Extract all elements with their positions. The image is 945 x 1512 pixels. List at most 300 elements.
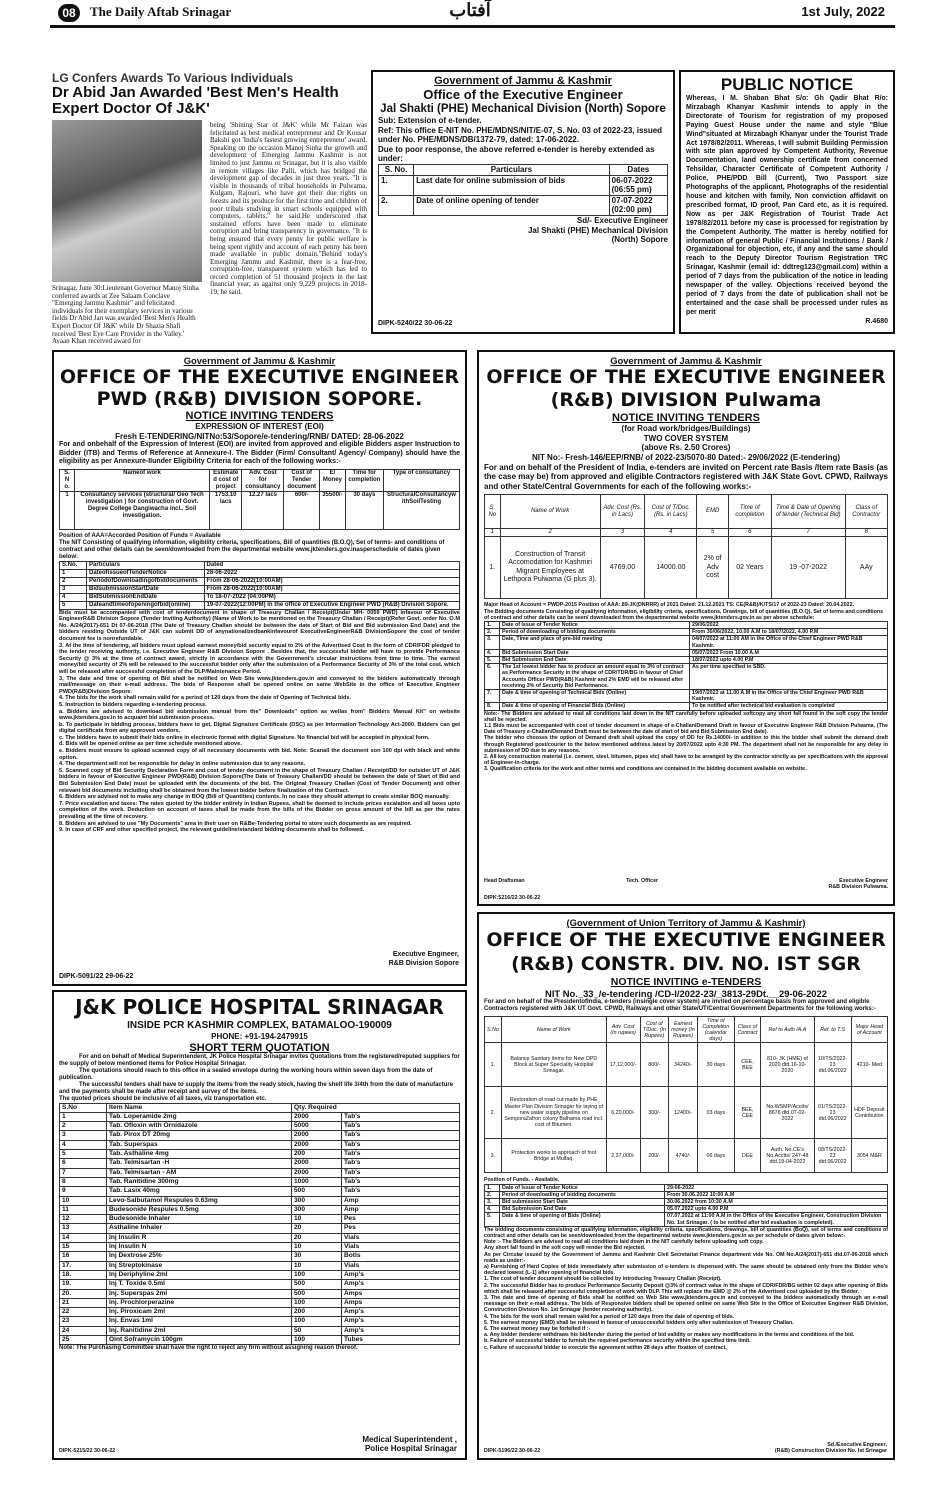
pulwama-gov: Government of Jammu & Kashmir	[610, 355, 762, 366]
cell: Bid Submission End Date	[500, 656, 690, 663]
cell: DEE	[734, 1139, 761, 1173]
police-items-table	[59, 1103, 460, 1346]
cell: 04/07/2022 at 11:00 AM in the Office of the Chief Engineer PWD R&B Kashmir.	[690, 636, 888, 649]
cell: StructuralConsultancyw ithSoilTesting	[383, 491, 459, 529]
cell: 3.	[485, 636, 500, 649]
sign-line: (R&B) Construction Division No. Ist Srinagar	[774, 1447, 887, 1454]
cell: 100	[292, 1336, 342, 1345]
sopore-gov: Government of Jammu & Kashmir	[183, 355, 336, 366]
clause: 5. Instruction to bidders regarding e-tendering process.	[59, 701, 207, 708]
th: Ref to Auth /A.A	[761, 1017, 814, 1043]
cell: 2000	[292, 1140, 342, 1149]
police-title: J&K POLICE HOSPITAL SRINAGAR	[75, 995, 444, 1019]
sgr-sign	[775, 1442, 887, 1454]
cell: Dateandtimeofopeningofbid(online)	[87, 601, 205, 609]
phe-sign-2: Jal Shakti (PHE) Mechanical Division	[527, 225, 668, 235]
cell: 08/TS/2022-23 dtd.06/2022	[814, 1139, 851, 1173]
cell: 500	[292, 1289, 342, 1298]
cell-line: (06:55 pm)	[611, 185, 652, 195]
cell: 4740/-	[669, 1139, 698, 1173]
cell: 7.	[485, 690, 500, 703]
cell: 10	[292, 1215, 342, 1224]
page-header	[0, 0, 945, 26]
cell: 2000	[292, 1131, 342, 1140]
cell: 15	[60, 1243, 107, 1252]
cell: 5	[60, 1150, 107, 1159]
cell: 2	[60, 577, 87, 585]
cell: 200	[292, 1150, 342, 1159]
cell: Tab. Pirox DT 20mg	[107, 1131, 292, 1140]
cell: 2	[60, 1122, 107, 1131]
clause: 5. Scanned copy of Bid Security Declaration Form and cost of tender document in the shape of Treasury Challan / Receipt/DD for outsider UT of J&K bidders in favour of Executive Engineer PWD(R&B) Division Sopore(The Date of Treasury Challan/DD should be between the date of Start of Bid and Bid Submission End Date) must be uploaded with the documents of the bid. The Original Treasury Challan (Cost of Tender Document) and other relevant bid documents including shall be obtained from the lowest bidder before finalization of the Contract.	[59, 767, 460, 794]
cell: 29/06/2022	[690, 621, 888, 628]
cell	[609, 175, 667, 195]
clause: b. To participate in bidding process, bidders have to get, Digital Signature Certificate (DSC) as per Information Technology Act-2000. Bidders can get digital certificate from any approved vendors.	[59, 721, 460, 735]
th: Class of Contract	[734, 1017, 761, 1043]
cell: 30 days	[345, 491, 383, 529]
cell: 1	[60, 1112, 107, 1121]
cell: 3054 M&R	[851, 1139, 887, 1173]
cell: BEE, CEE	[734, 1087, 761, 1139]
sopore-dipk: DIPK-5091/22 29-06-22	[59, 972, 134, 980]
sign-line: R&B Division Sopore	[388, 959, 459, 967]
police-phone: PHONE: +91-194-2479915	[211, 1032, 308, 1041]
cell: 7	[60, 1168, 107, 1177]
cell: Amp's	[342, 1280, 460, 1289]
cell: Inj. Ranitidine 2ml	[107, 1326, 292, 1335]
cell: Auth. No.CE's No.Acctts/ 247-48 dtd.19-04-2022	[761, 1139, 814, 1173]
sopore-title-1: OFFICE OF THE EXECUTIVE ENGINEER	[59, 366, 460, 389]
cell: 2000	[292, 1112, 342, 1121]
note: The bidder who chooses the option of Demand draft shall upload the copy of DD for Rs.14000/- in addition to this the bidder shall submit the demand draft through Registered post/courier to the below mentioned address latest by 20/07/2022 upto 4:30 PM. The department shall not be responsible for any delay in submission of DD due to any reasons.	[484, 735, 888, 754]
sopore-position: Position of AAA=Accorded Position of Funds = Available	[59, 532, 221, 539]
cell: 1.	[485, 1043, 502, 1087]
police-dipk: DIPK-5215/22 30-06-22	[59, 1447, 116, 1454]
cell: Oint Soframycin 100gm	[107, 1336, 292, 1345]
note: Note :- The Bidders are advised to read all conditions laid down in the NIT carefully before uploading soft copy.	[484, 1239, 764, 1246]
th: Class of Contractor	[845, 495, 887, 529]
th: S. No.	[379, 164, 414, 175]
cell: Asthaline Inhaler	[107, 1224, 292, 1233]
cell: 5	[697, 529, 729, 537]
cell: Levo-Salbutamol Respules 0.63mg	[107, 1196, 292, 1205]
cell: Inj Streptokinase	[107, 1261, 292, 1270]
clause: 7. Price escalation and taxes: The rates quoted by the bidder entirely in Indian Rupees, shall be deemed to include prices escalation and all taxes upto completion of the work. Deduction on account of taxes shall be made from the bills of the Bidder on gross amount of the bill as per the rates prevailing at the time of recovery.	[59, 800, 460, 821]
note: 5. The earnest money (EMD) shall be released in favour of unsuccessful bidders only after submission of Treasury Challan.	[484, 1319, 794, 1326]
cell: 35500/-	[320, 491, 346, 529]
sopore-fresh: Fresh E-TENDERING/NITNo:53/Sopore/e-tendering/RNB/ DATED: 28-06-2022	[115, 431, 404, 441]
cell: To be notified after technical bid evaluation is completed	[690, 703, 888, 710]
sgr-dipk: DIPK-5196/22 30-06-22	[484, 1447, 541, 1454]
cell: 16	[60, 1252, 107, 1261]
cell: 3	[60, 585, 87, 593]
th: Adv. Cost for consultancy	[242, 469, 284, 491]
cell: Date of Issue of Tender Notice	[500, 1184, 665, 1191]
pulwama-tender-ad	[477, 350, 895, 906]
th: EMD	[697, 495, 729, 529]
cell: Budesonide Inhaler	[107, 1215, 292, 1224]
cell: Vials	[342, 1243, 460, 1252]
th: E/ Money	[320, 469, 346, 491]
pulwama-dipk: DIPK:5216/22 30-06-22	[484, 894, 541, 901]
th: S.No	[60, 1103, 107, 1112]
cell: Tab's	[342, 1159, 460, 1168]
cell: 2000	[292, 1168, 342, 1177]
clause: a. Bidders are advised to download bid submission manual from the" Downloads" option as wellas from" Bidders Manual Kit" on website www.jktenders.gov.in to acquaint bid submission process.	[59, 708, 460, 722]
cell: No.WSMP/Acctts/ 8676 dtd.07-02-2022	[761, 1087, 814, 1139]
pulwama-head: Major Head of Account = PWDP-2015 Position of AAA: 89-JK(DNRRR) of 2021 Dated: 21.12.2021 TS: CE(R&B)/K/TS/17 of 2022-23 Dated: 20.04.2022.	[484, 602, 855, 609]
cell: 30.06.2022 from 10:30 A.M	[665, 1199, 888, 1206]
cell: Dated	[204, 561, 459, 569]
phe-gov: Government of Jammu & Kashmir	[434, 75, 612, 87]
pulwama-dates-table	[484, 621, 888, 711]
cell: Last date for online submission of bids	[414, 175, 610, 195]
cell: Particulars	[87, 561, 205, 569]
cell: 14000.00	[645, 537, 697, 599]
th: Particulars	[414, 164, 610, 175]
cell: 20	[292, 1233, 342, 1242]
cell: 05.07.2022 upto 4.00 P.M	[665, 1206, 888, 1213]
pulwama-title-2: (R&B) DIVISION Pulwama	[550, 389, 822, 412]
cell: 28-06-2022	[204, 569, 459, 577]
sgr-nitno: NIT No._33_/e-tendering /CD-I/2022-23/_3813-29Dt.__29-06-2022	[545, 988, 827, 1000]
cell: Tab's	[342, 1187, 460, 1196]
phe-tender-ad	[371, 70, 675, 334]
sopore-eoi: EXPRESSION OF INTEREST (EOI)	[195, 422, 324, 432]
pulwama-l3: (above Rs. 2.50 Crores)	[641, 443, 731, 453]
cell: 2.	[485, 1087, 502, 1139]
cell: 5000	[292, 1122, 342, 1131]
cell: 8.	[485, 703, 500, 710]
cell: 12.27 lacs	[242, 491, 284, 529]
cell: 200/-	[640, 1139, 669, 1173]
article-body: being 'Shining Star of J&K' while Mr Faizan was felicitated as best medical entrepreneur and Dr Kousar Bakshi got 'India's fastest growing entrepreneur' award. Speaking on the occasion Manoj Sinha the growth and development of Emerging Jammu Kashmir is not limited to just Jammu or Srinagar, but it is also visible in remote villages like Palli, which has bridged the development gap of decades in just three years. "It is visible in thousands of tribal households in Pulwama, Kulgam, Rajouri, who have got their due rights on forests and its produce for the first time and children of poor tribals studying in smart schools equipped with computers, tablets," he said.He underscored that sustained efforts have been made to eliminate corruption and bring transparency in governance. "It is being ensured that every penny for public welfare is being spent rightly and account of each penny has been made available in public domain."Behind today's Emerging Jammu and Kashmir, there is a fear-free, corruption-free, transparent system which has led to record completion of 51 thousand projects in the last financial year, as against only 9,229 projects in 2018-19, he said.	[210, 122, 367, 297]
th: Item Name	[107, 1103, 292, 1112]
cell: Tab's	[342, 1177, 460, 1186]
cell: 2000	[292, 1159, 342, 1168]
cell: 4769.00	[600, 537, 645, 599]
cell: 5.	[485, 656, 500, 663]
cell: 6,20,000/-	[606, 1087, 640, 1139]
cell: 14	[60, 1233, 107, 1242]
cell: 4	[60, 593, 87, 601]
police-p3: The successful tenders shall have to supply the items from the ready stock, having the shelf life 3/4th from the date of manufacture and the payments shall be made after receipt and survey of the items.	[59, 1081, 454, 1095]
cell: Amp's	[342, 1317, 460, 1326]
cell: 30 days	[697, 1043, 734, 1087]
cell: Period of downloading of bidding documents	[500, 629, 690, 636]
clause: e. Bidders must ensure to upload scanned copy of all necessary documents with bid. Note: Scanall the document son 100 dpi with black and white option.	[59, 748, 460, 761]
cell: PeriodofDownloadingofbiddocuments	[87, 577, 205, 585]
cell: 3.	[485, 1139, 502, 1173]
cell: AAy	[845, 537, 887, 599]
pulwama-l1: (for Road work/bridges/Buildings)	[621, 424, 751, 434]
th: Time of Completion (calendar days)	[697, 1017, 734, 1043]
cell: Amps	[342, 1298, 460, 1307]
note: 2. All key construction material (i.e. cement, steel, bitumen, pipes etc) shall have to be arranged by the contractor strictly as per specifications with the approval of Engineer-in-charge.	[484, 754, 888, 767]
cell: Botls	[342, 1252, 460, 1261]
police-hospital-ad	[52, 990, 467, 1460]
th: Estimate d cost of project	[210, 469, 242, 491]
cell: 34240/-	[669, 1043, 698, 1087]
cell: 5	[60, 601, 87, 609]
cell	[609, 195, 667, 215]
sopore-title-2: PWD (R&B) DIVISION SOPORE.	[96, 388, 423, 411]
police-p4: The quoted prices should be inclusive of all taxes, viz transportation etc.	[59, 1095, 267, 1102]
clause: 9. In case of CRF and other specified project, the relevant guideline/standard bidding documents shall be followed.	[59, 827, 365, 834]
pulwama-works-table	[484, 494, 888, 599]
cell: Bid submission Start Date	[500, 1199, 665, 1206]
th: S. No	[485, 495, 501, 529]
cell: 25	[60, 1336, 107, 1345]
cell: Balance Sanitary items for New OPD Block at Super Speciality Hospital Srinagar.	[501, 1043, 606, 1087]
note: 3. The date and time of opening of Bids shall be notified on Web Site www.jktenders.gov.in and conveyed to the bidders automatically through an e-mail message on their e-mail address. The bids of Responsive bidders shall be opened online on same Web Site in the Office of Executive Engineer R&B Division, Construction Division No. 1st Srinagar (tender receiving authority).	[484, 1295, 888, 1314]
sign-line: Police Hospital Srinagar	[364, 1444, 457, 1454]
cell: 18/07/2022 upto 4.00 P.M	[690, 656, 888, 663]
cell: 600/-	[284, 491, 320, 529]
note: c. Failure of successful bidder to execute the agreement within 28 days after fixation of contract.	[484, 1344, 727, 1351]
note: As per Circular issued by the Government of Jammu and Kashmir Civil Secretariat Finance department vide No. OM No.A/24(2017)-651 dtd.07-06-2018 which reads as under:-	[484, 1251, 888, 1264]
cell: Tab. Loperamide 2mg	[107, 1112, 292, 1121]
sign-line: Sd./Executive Engineer,	[827, 1441, 887, 1448]
sopore-nit: NOTICE INVITING TENDERS	[185, 410, 334, 423]
cell: 200	[292, 1308, 342, 1317]
cell: Date of Issue of Tender Notice	[500, 621, 690, 628]
cell-line: 06-07-2022	[611, 175, 653, 185]
cell: 2.	[485, 1191, 500, 1198]
cell: DateofissueofTenderNotice	[87, 569, 205, 577]
cell: Tab. Asthaline 4mg	[107, 1150, 292, 1159]
cell: 1	[485, 529, 501, 537]
phe-due: Due to poor response, the above referred e-tender is hereby extended as under:	[378, 144, 655, 164]
cell: Pes	[342, 1224, 460, 1233]
cell: 300	[292, 1205, 342, 1214]
sopore-tender-ad	[52, 350, 467, 986]
cell: 4.	[485, 1206, 500, 1213]
clause: c. The bidders have to submit their bids online in electronic format with digital Signature. No financial bid will be accepted in physical form.	[59, 734, 430, 741]
cell: Tab's	[342, 1140, 460, 1149]
cell: 3	[600, 529, 645, 537]
cell: 01/TS/2022-23 dtd.06/2022	[814, 1087, 851, 1139]
sign-head-draftsman: Head Draftsman	[484, 877, 525, 884]
sgr-gov: (Government of Union Territory of Jammu & Kashmir)	[566, 917, 806, 928]
sgr-notes	[484, 1227, 888, 1351]
cell: 100	[292, 1317, 342, 1326]
clause: 3. At the time of tendering, all bidders must upload earnest money/bid security equal to 2% of the Advertised Cost in the form of CDR/FDR pledged to the tender receiving authority, i.e. Executive Engineer R&B Division Sopore . Besides that, the successful bidder will have to provide Performance Security @ 3% at the time of contract award, strictly in accordance with the Government's circular instructions from time to time. The earnest money/bid security of 2% will be released to the successful bidder only after the submission of a Performance Security of 3% of the total cost, which will be released after successful completion of the DLP/Maintenance Period.	[59, 642, 460, 675]
cell: 8	[60, 1177, 107, 1186]
cell: 1.	[379, 175, 414, 195]
cell: Tab. Ranitidine 300mg	[107, 1177, 292, 1186]
cell: Tab. Telmisartan -H	[107, 1159, 292, 1168]
cell: BidSubmissionEndDate	[87, 593, 205, 601]
cell: 500	[292, 1280, 342, 1289]
cell: 2.	[485, 629, 500, 636]
police-sq: SHORT TERM QUOTATION	[189, 1041, 330, 1054]
cell: 6	[60, 1159, 107, 1168]
cell: 03 days	[697, 1087, 734, 1139]
article-headline: Dr Abid Jan Awarded 'Best Men's Health Expert Doctor Of J&K'	[52, 84, 339, 117]
cell: Tab. Ofloxin with Ornidazole	[107, 1122, 292, 1131]
cell: HDF Deposit Contribution	[851, 1087, 887, 1139]
sopore-nit-consisting: The NIT Consisting of qualifying information, eligibility criteria, specifications, Bill of quantities (B.O.Q), Set of terms- and conditions of contract and other details can be seen/downloaded from the departmental website www.jktenders.gov.inasperschedule of dates given below:	[59, 539, 445, 560]
cell: Date, Time and place of pre-bid meeting	[500, 636, 690, 649]
cell: Inj Insulin R	[107, 1233, 292, 1242]
cell: 19 -07-2022	[771, 537, 845, 599]
cell: 3.	[485, 1199, 500, 1206]
cell-line: 07-07-2022	[611, 195, 653, 205]
th: Name of Work	[501, 1017, 606, 1043]
cell: Vials	[342, 1233, 460, 1242]
cell: 2,37,000/-	[606, 1139, 640, 1173]
cell: 300/-	[640, 1087, 669, 1139]
note: The bidding documents consisting of qualifying information, eligibility criteria, specifications, drawings, bill of quantities (BoQ), set of terms and conditions of contract and other details can be seen/downloaded from the departmental website www.jktenders.gov.in as per schedule of dates given below:-	[484, 1226, 888, 1240]
cell: 100	[292, 1298, 342, 1307]
cell: 9	[60, 1187, 107, 1196]
th: Cost of T/Doc. (Rs. in Lacs)	[645, 495, 697, 529]
cell: Date of online opening of tender	[414, 195, 610, 215]
cell: Inj Insulin N	[107, 1243, 292, 1252]
cell: Date & time of opening of Financial Bids (Online)	[500, 703, 690, 710]
cell: 19-07-2022(12:00PM) In the office of Executive Engineer PWD (R&B) Division Sopore.	[204, 601, 459, 609]
clause: 4. The bids for the work shall remain valid for a period of 120 days from the date of Opening of Technical bids.	[59, 695, 352, 702]
cell: From 28-06-2022(10:00AM)	[204, 577, 459, 585]
note: 6. The earnest money may be forfeited if :-	[484, 1326, 591, 1333]
police-p1: For and on behalf of Medical Superintendent, JK Police Hospital Srinagar invites Quotations from the registered/reputed suppliers for the supply of below mentioned items for Police Hospital Srinagar.	[59, 1053, 460, 1067]
clause: 4. The department will not be responsible for delay in online submission due to any reasons.	[59, 761, 306, 768]
cell: 12400/-	[669, 1087, 698, 1139]
cell: Tab's	[342, 1112, 460, 1121]
sgr-works-table	[484, 1016, 888, 1173]
public-notice-title: PUBLIC NOTICE	[720, 75, 854, 94]
pulwama-nitno: NIT No:- Fresh-146/EEP/RNB/ of 2022-23/5070-80 Dated:- 29/06/2022 (E-tendering)	[531, 452, 841, 462]
sign-line: Medical Superintendent ,	[362, 1434, 457, 1444]
cell: 1	[60, 491, 75, 529]
cell: 1.	[485, 621, 500, 628]
cell: Tubes	[342, 1336, 460, 1345]
note: a. Any bidder /tenderer withdraws his bid/tender during the period of bid validity or makes any modifications in the terms and conditions of the bid.	[484, 1332, 855, 1339]
sopore-dates-table	[59, 561, 460, 610]
photo-caption: Srinagar, June 30:Lieutenant Governor Manoj Sinha conferred awards at Zee Salaam Conclave "Emerging Jammu Kashmir" and felicitated individuals for their exemplary services in various fields Dr Abid Jan was awarded 'Best Men's Health Expert Doctor Of J&K' while Dr Shazia Shafi received 'Best Eye Care Provider in the Valley.' Ayaan Khan received award for	[52, 285, 199, 344]
phe-dipk: DIPK-5240/22 30-06-22	[378, 319, 453, 327]
cell: From 30.06.2022 10:00 A.M	[665, 1191, 888, 1198]
paper-name: The Daily Aftab Srinagar	[90, 4, 232, 19]
pulwama-notes	[484, 711, 888, 773]
note: Any short fall found in the soft copy will render the Bid rejected.	[484, 1245, 646, 1252]
cell: 3	[60, 1131, 107, 1140]
cell: BidsubmissionStartDate	[87, 585, 205, 593]
cell: Tab. Superspas	[107, 1140, 292, 1149]
police-sign	[362, 1435, 457, 1454]
cell: Consultancy services (structural/ Geo Tech investigation ) for construction of Govt. Degree College Dangiwacha incl.. Soil investigation.	[75, 491, 210, 529]
sgr-title-1: OFFICE OF THE EXECUTIVE ENGINEER	[486, 929, 886, 952]
cell: S.No.	[60, 561, 87, 569]
pulwama-title-1: OFFICE OF THE EXECUTIVE ENGINEER	[486, 366, 886, 389]
th: Qty. Required	[292, 1103, 460, 1112]
public-notice-body: Whereas, I M. Shaban Bhat S/o: Gh Qadir Bhat R/o: Mirzabagh Khanyar Kashmir intends to apply in the Directorate of Tourism for registration of my proposed Paying Guest House under the name and style "Blue Wind"situated at Mirzabagh Khanyar under the Tourist Trade Act 1978/82/2011. Whereas, I will submit Building Permission with site plan approved by Competent Authority, Revenue Documentation, land ownership certificate from concerned Tehsildar, Character Certificate of Competent Authority / Police, PHE/PDD Bill (Current), Two Passport size Photographs of the applicant, Photographs of the residential house and kitchen with family, Non conviction affidavit on prescribed format, ID proof, Pan Card etc, as it is required. Now as per J&K Registration of Tourist Trade Act 1978/82/2011 before my case is processed for registration by the Competent Authority. The matter is hereby notified for information of general Public / Financial Institutions / Bank / Organizational for objection, etc, if any and the same should reach to the Deputy Director Tourism Registration TRC Srinagar, Kashmir (email id: ddtreg123@gmail.com) within a period of 7 days from the publication of the notice in leading newspaper of the valley. Objections received beyond the period of 7 days from the date of publication shall not be entertained and the case shall be processed under rules as per merit	[686, 95, 888, 316]
clause: 8. Bidders are advised to use "My Documents" area in their user on R&Be-Tendering portal to store such documents as are required.	[59, 820, 412, 827]
note: b. Failure of successful bidder to furnish the required performance security within the specified time limit.	[484, 1338, 751, 1345]
cell: Amp's	[342, 1326, 460, 1335]
clause: Bids must be accompanied with cost of tenderdocument in shape of Treasury Challan / Receipt(Under MH- 0059 PWD) infavour of Executive EngineerR&B Division Sopore (Tender Inviting Authority) (Name of Work to be mentioned on the Treasury Challan / Receipt)(Refer Govt. order No. O.M No. A/24(2017)-651 Dt 07-06-2018 (The Date of Treasury Challan should be between the date of Start of Bid and Bid submission End Date) and the bidders residing Outside UT of J&K can submit DD of anynationalizedbankinfavourof ExecutiveEngineerR&B DivisionSopore the cost of tender document fee is nonrefundable.	[59, 609, 460, 642]
phe-division: Jal Shakti (PHE) Mechanical Division (North) Sopore	[380, 103, 666, 115]
sgr-dates-table	[484, 1184, 888, 1227]
cell: Inj T. Toxide 0.5ml	[107, 1280, 292, 1289]
pulwama-intro: For and on behalf of the President of India, e-tenders are invited on Percent rate Basis /Item rate Basis (as the case may be) from approved and eligible Contractors registered with J&K State Govt. CPWD, Railways and other State/Central Governments for each of the following works:-	[484, 462, 888, 491]
cell: Tab's	[342, 1168, 460, 1177]
cell: Pes	[342, 1215, 460, 1224]
cell: 06 days	[697, 1139, 734, 1173]
cell: 2% of Adv cost	[697, 537, 729, 599]
th: Time for completion	[345, 469, 383, 491]
th: Earnest money (In Rupees)	[669, 1017, 698, 1043]
public-notice	[679, 70, 895, 334]
cell: 17.	[60, 1261, 107, 1270]
th: Major Head of Account	[851, 1017, 887, 1043]
th: Cost of T/Doc. (In Rupees)	[640, 1017, 669, 1043]
cell: As per time specified in SBD.	[690, 664, 888, 690]
cell: 10	[60, 1196, 107, 1205]
cell: Budesonide Respules 0.5mg	[107, 1205, 292, 1214]
clause: 6. Bidders are advised not to make any change in BOQ (Bill of Quantities) contents. In no case they should attempt to create similar BOQ manually.	[59, 794, 450, 801]
th: Adv. Cost (In rupees)	[606, 1017, 640, 1043]
header-rule	[50, 25, 895, 28]
cell: 300	[292, 1196, 342, 1205]
cell: Vials	[342, 1261, 460, 1270]
cell: Amp's	[342, 1270, 460, 1279]
sopore-works-table	[59, 469, 460, 530]
cell: 4	[60, 1140, 107, 1149]
cell: 18.	[60, 1270, 107, 1279]
masthead-logo: آفتاب	[449, 0, 491, 21]
police-note: Note: The Purchasing Committee shall have the right to reject any firm without assigning reason thereof.	[59, 1345, 358, 1352]
cell: Protection works to approach of foot Bridge at Mulfaq.	[501, 1139, 606, 1173]
cell: 4210- Med	[851, 1043, 887, 1087]
police-address: INSIDE PCR KASHMIR COMPLEX, BATAMALOO-190009	[127, 1020, 392, 1031]
award-photo	[52, 120, 202, 282]
cell: Inj Dextrose 25%	[107, 1252, 292, 1261]
sign-line: Executive Engineer,	[392, 951, 459, 959]
cell: 19.	[60, 1280, 107, 1289]
pulwama-l2: TWO COVER SYSTEM	[643, 433, 729, 443]
note: 1.1 Bids must be accompanied with cost of tender document in shape of e-Challan/Demand Draft in favour of Executive Engineer R&B Division Pulwama. (The Date of Treasury e-Challan/Demand Draft must be between the date of start of bid and Bid Submission End date).	[484, 723, 888, 736]
cell: 810- JK (HME) of 2020 dtd.16-10-2020	[761, 1043, 814, 1087]
cell: 24	[60, 1326, 107, 1335]
sign-ee: Executive Engineer	[839, 877, 888, 884]
pulwama-signs	[484, 878, 888, 890]
cell: 50	[292, 1326, 342, 1335]
cell: 21	[60, 1298, 107, 1307]
note: 4. The bids for the work shall remain valid for a period of 120 days from the date of opening of bids.	[484, 1313, 735, 1320]
issue-date: 1st July, 2022	[801, 4, 885, 19]
cell-line: (02:00 pm)	[611, 205, 652, 215]
note: a) Furnishing of Hard Copies of bids immediately after submission of e-tenders is dispensed with. The same should be obtained only from the Bidder who's declared lowest (L-1) after opening of financial bids.	[484, 1264, 888, 1277]
clause: d. Bids will be opened online as per time schedule mentioned above.	[59, 741, 242, 748]
th: S.No	[485, 1017, 502, 1043]
cell: Tab's	[342, 1150, 460, 1159]
cell: Amps	[342, 1289, 460, 1298]
sgr-title-2: (R&B) CONSTR. DIV. NO. IST SGR	[511, 953, 861, 976]
cell: Tab. Telmisartan - AM	[107, 1168, 292, 1177]
th: Type of consultancy	[383, 469, 459, 491]
phe-office: Office of the Executive Engineer	[423, 87, 623, 102]
cell: To 18-07-2022 (04:00PM)	[204, 593, 459, 601]
cell: Date & time of opening of Bids (Online)	[500, 1213, 665, 1226]
pulwama-consisting: The Bidding documents Consisting of qualifying information, eligibility criteria, specifications, Drawings, bill of quantities (B.O.Q), Set of terms and conditions of contract and other details can be seen/ downloaded from the departmental website www.jktenders.gov.in as per above schedule:	[484, 608, 884, 621]
cell: 10	[292, 1261, 342, 1270]
cell: 29-06-2022	[665, 1184, 888, 1191]
sgr-position: Position of Funds. - Available.	[484, 1177, 560, 1184]
cell: 23	[60, 1317, 107, 1326]
cell: Tab. Lasix 40mg	[107, 1187, 292, 1196]
